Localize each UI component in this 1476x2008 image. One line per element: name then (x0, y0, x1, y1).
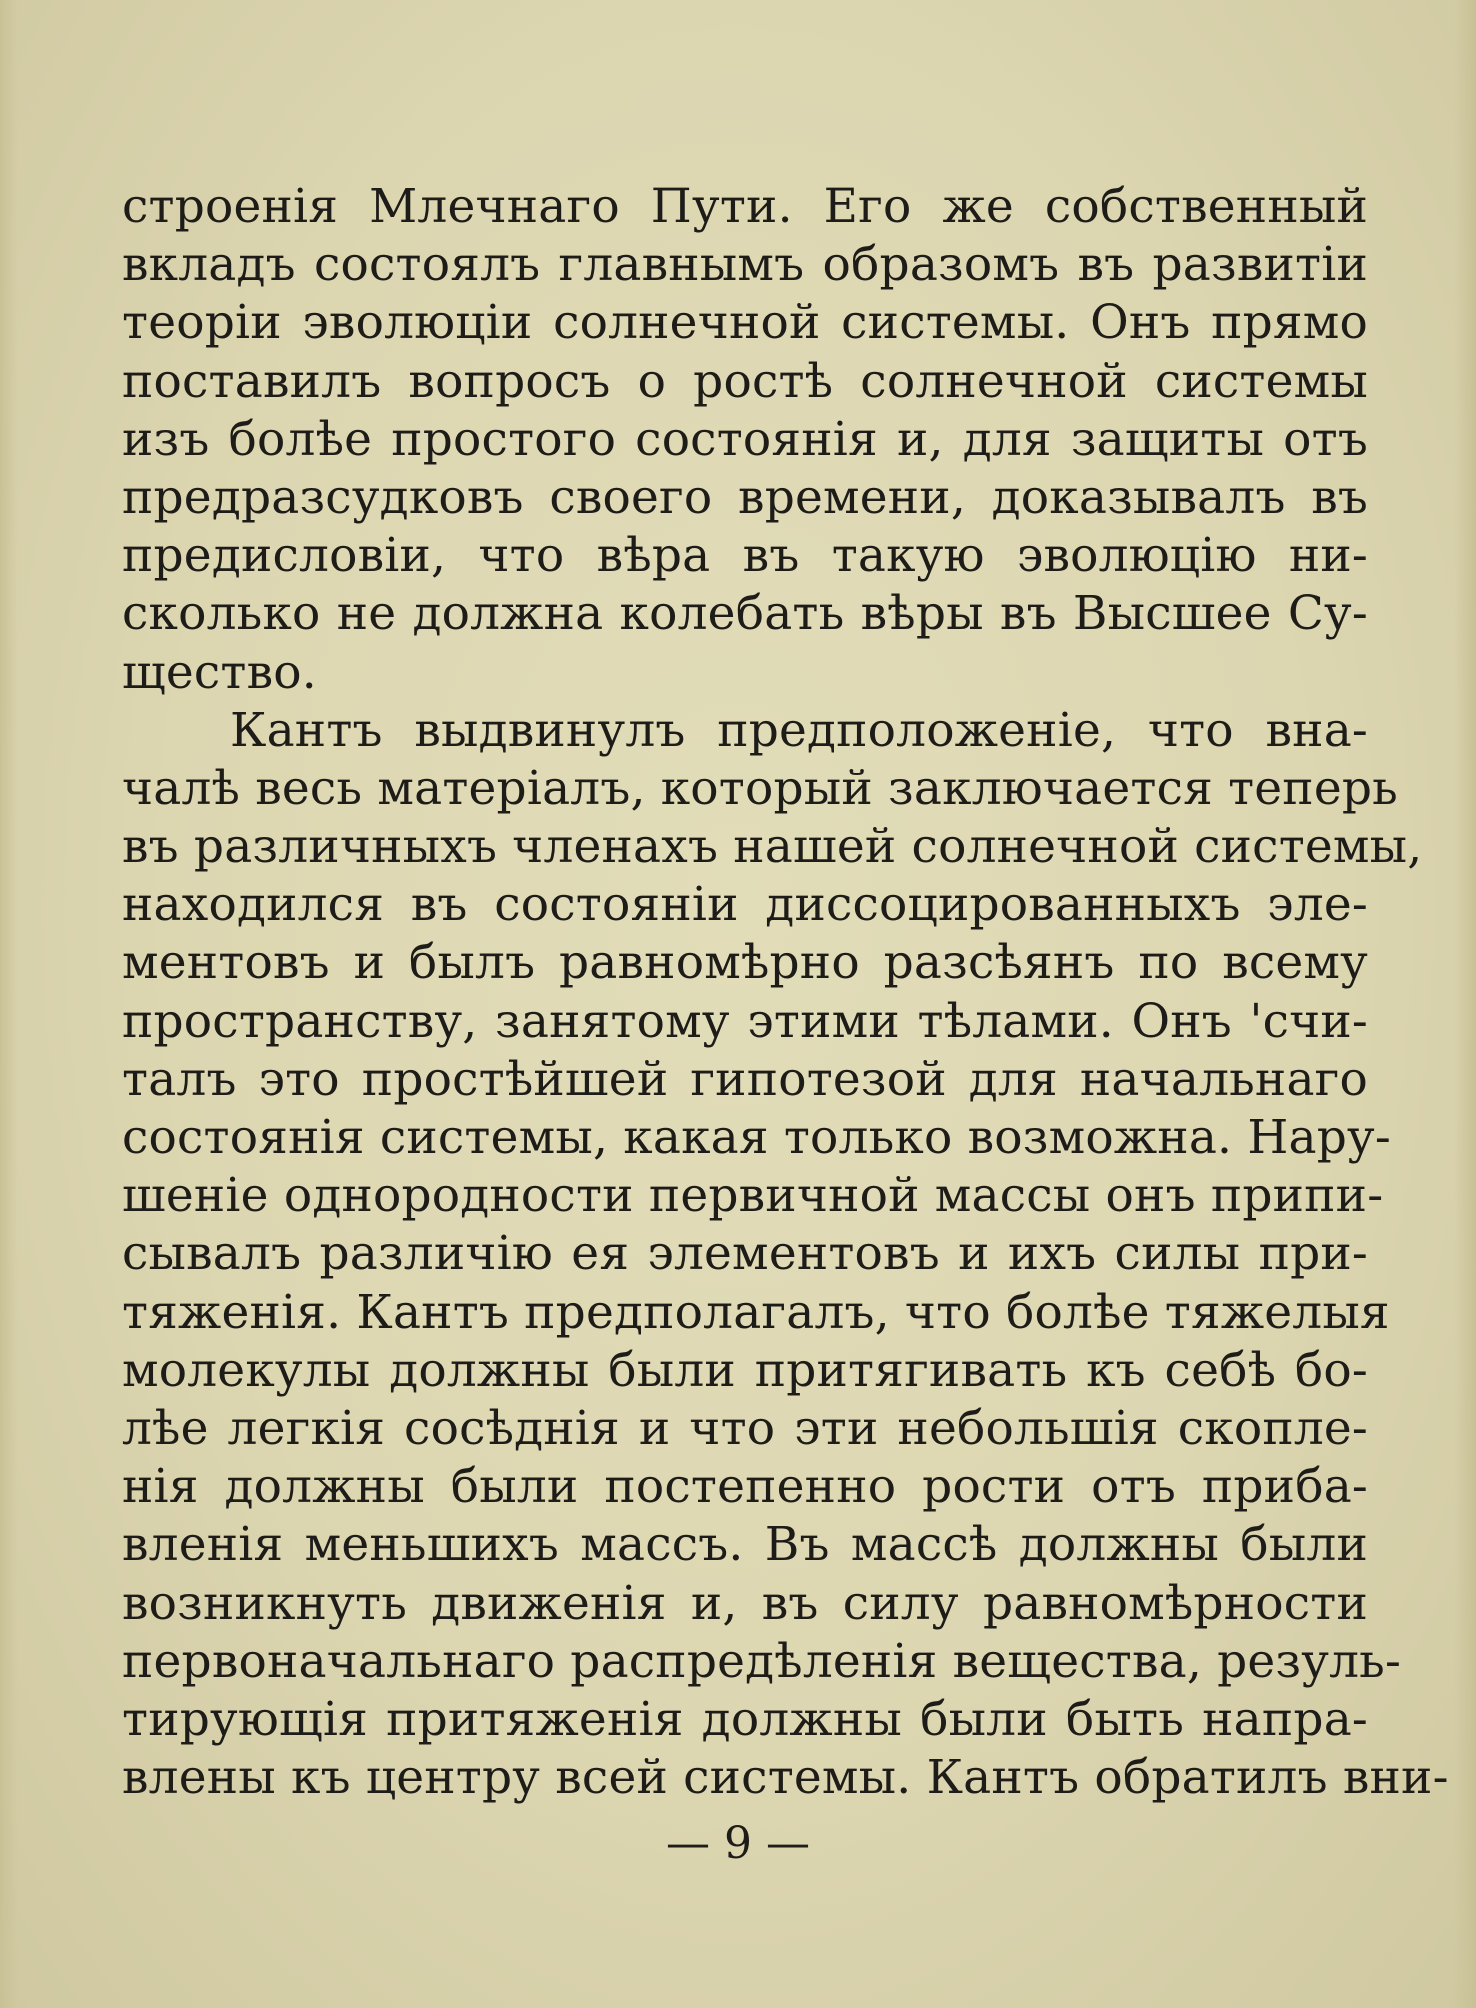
text-line: ментовъ и былъ равномѣрно разсѣянъ по всему (122, 935, 1368, 991)
text-line: молекулы должны были притягивать къ себѣ бо- (122, 1342, 1368, 1398)
text-line: чалѣ весь матеріалъ, который заключается теперь (122, 760, 1398, 816)
text-line: нія должны были постепенно рости отъ приба- (122, 1459, 1368, 1515)
text-line: пространству, занятому этими тѣлами. Онъ 'счи- (122, 993, 1368, 1049)
text-line: вкладъ состоялъ главнымъ образомъ въ развитіи (122, 237, 1368, 293)
text-line: лѣе легкія сосѣднія и что эти небольшія скопле- (122, 1400, 1368, 1456)
text-line: поставилъ вопросъ о ростѣ солнечной системы (122, 353, 1368, 409)
text-line: изъ болѣе простого состоянія и, для защиты отъ (122, 411, 1368, 467)
text-line: сколько не должна колебать вѣры въ Высшее Су- (122, 586, 1368, 642)
text-line: предразсудковъ своего времени, доказывалъ въ (122, 469, 1368, 525)
text-line: теоріи эволюціи солнечной системы. Онъ прямо (122, 295, 1368, 351)
text-line: находился въ состояніи диссоцированныхъ эле- (122, 877, 1368, 933)
text-line: щество. (122, 644, 317, 700)
text-line: первоначальнаго распредѣленія вещества, резуль- (122, 1633, 1402, 1689)
text-line: тяженія. Кантъ предполагалъ, что болѣе тяжелыя (122, 1284, 1390, 1340)
text-line: предисловіи, что вѣра въ такую эволюцію ни- (122, 528, 1368, 584)
text-line: строенія Млечнаго Пути. Его же собственный (122, 179, 1368, 234)
text-line: талъ это простѣйшей гипотезой для начальнаго (122, 1051, 1368, 1107)
text-line: вленія меньшихъ массъ. Въ массѣ должны были (122, 1517, 1368, 1573)
text-line: въ различныхъ членахъ нашей солнечной системы, (122, 819, 1423, 875)
text-line: шеніе однородности первичной массы онъ припи- (122, 1168, 1384, 1224)
text-line: сывалъ различію ея элементовъ и ихъ силы при- (122, 1226, 1368, 1282)
text-line: состоянія системы, какая только возможна. Нару- (122, 1110, 1391, 1165)
text-line: возникнуть движенія и, въ силу равномѣрности (122, 1575, 1368, 1631)
text-line: Кантъ выдвинулъ предположеніе, что вна- (230, 702, 1368, 758)
page-number: — 9 — (666, 1818, 810, 1869)
text-line: влены къ центру всей системы. Кантъ обратилъ вни- (122, 1750, 1449, 1806)
text-line: тирующія притяженія должны были быть напра- (122, 1691, 1368, 1747)
body-text (122, 178, 1449, 1807)
